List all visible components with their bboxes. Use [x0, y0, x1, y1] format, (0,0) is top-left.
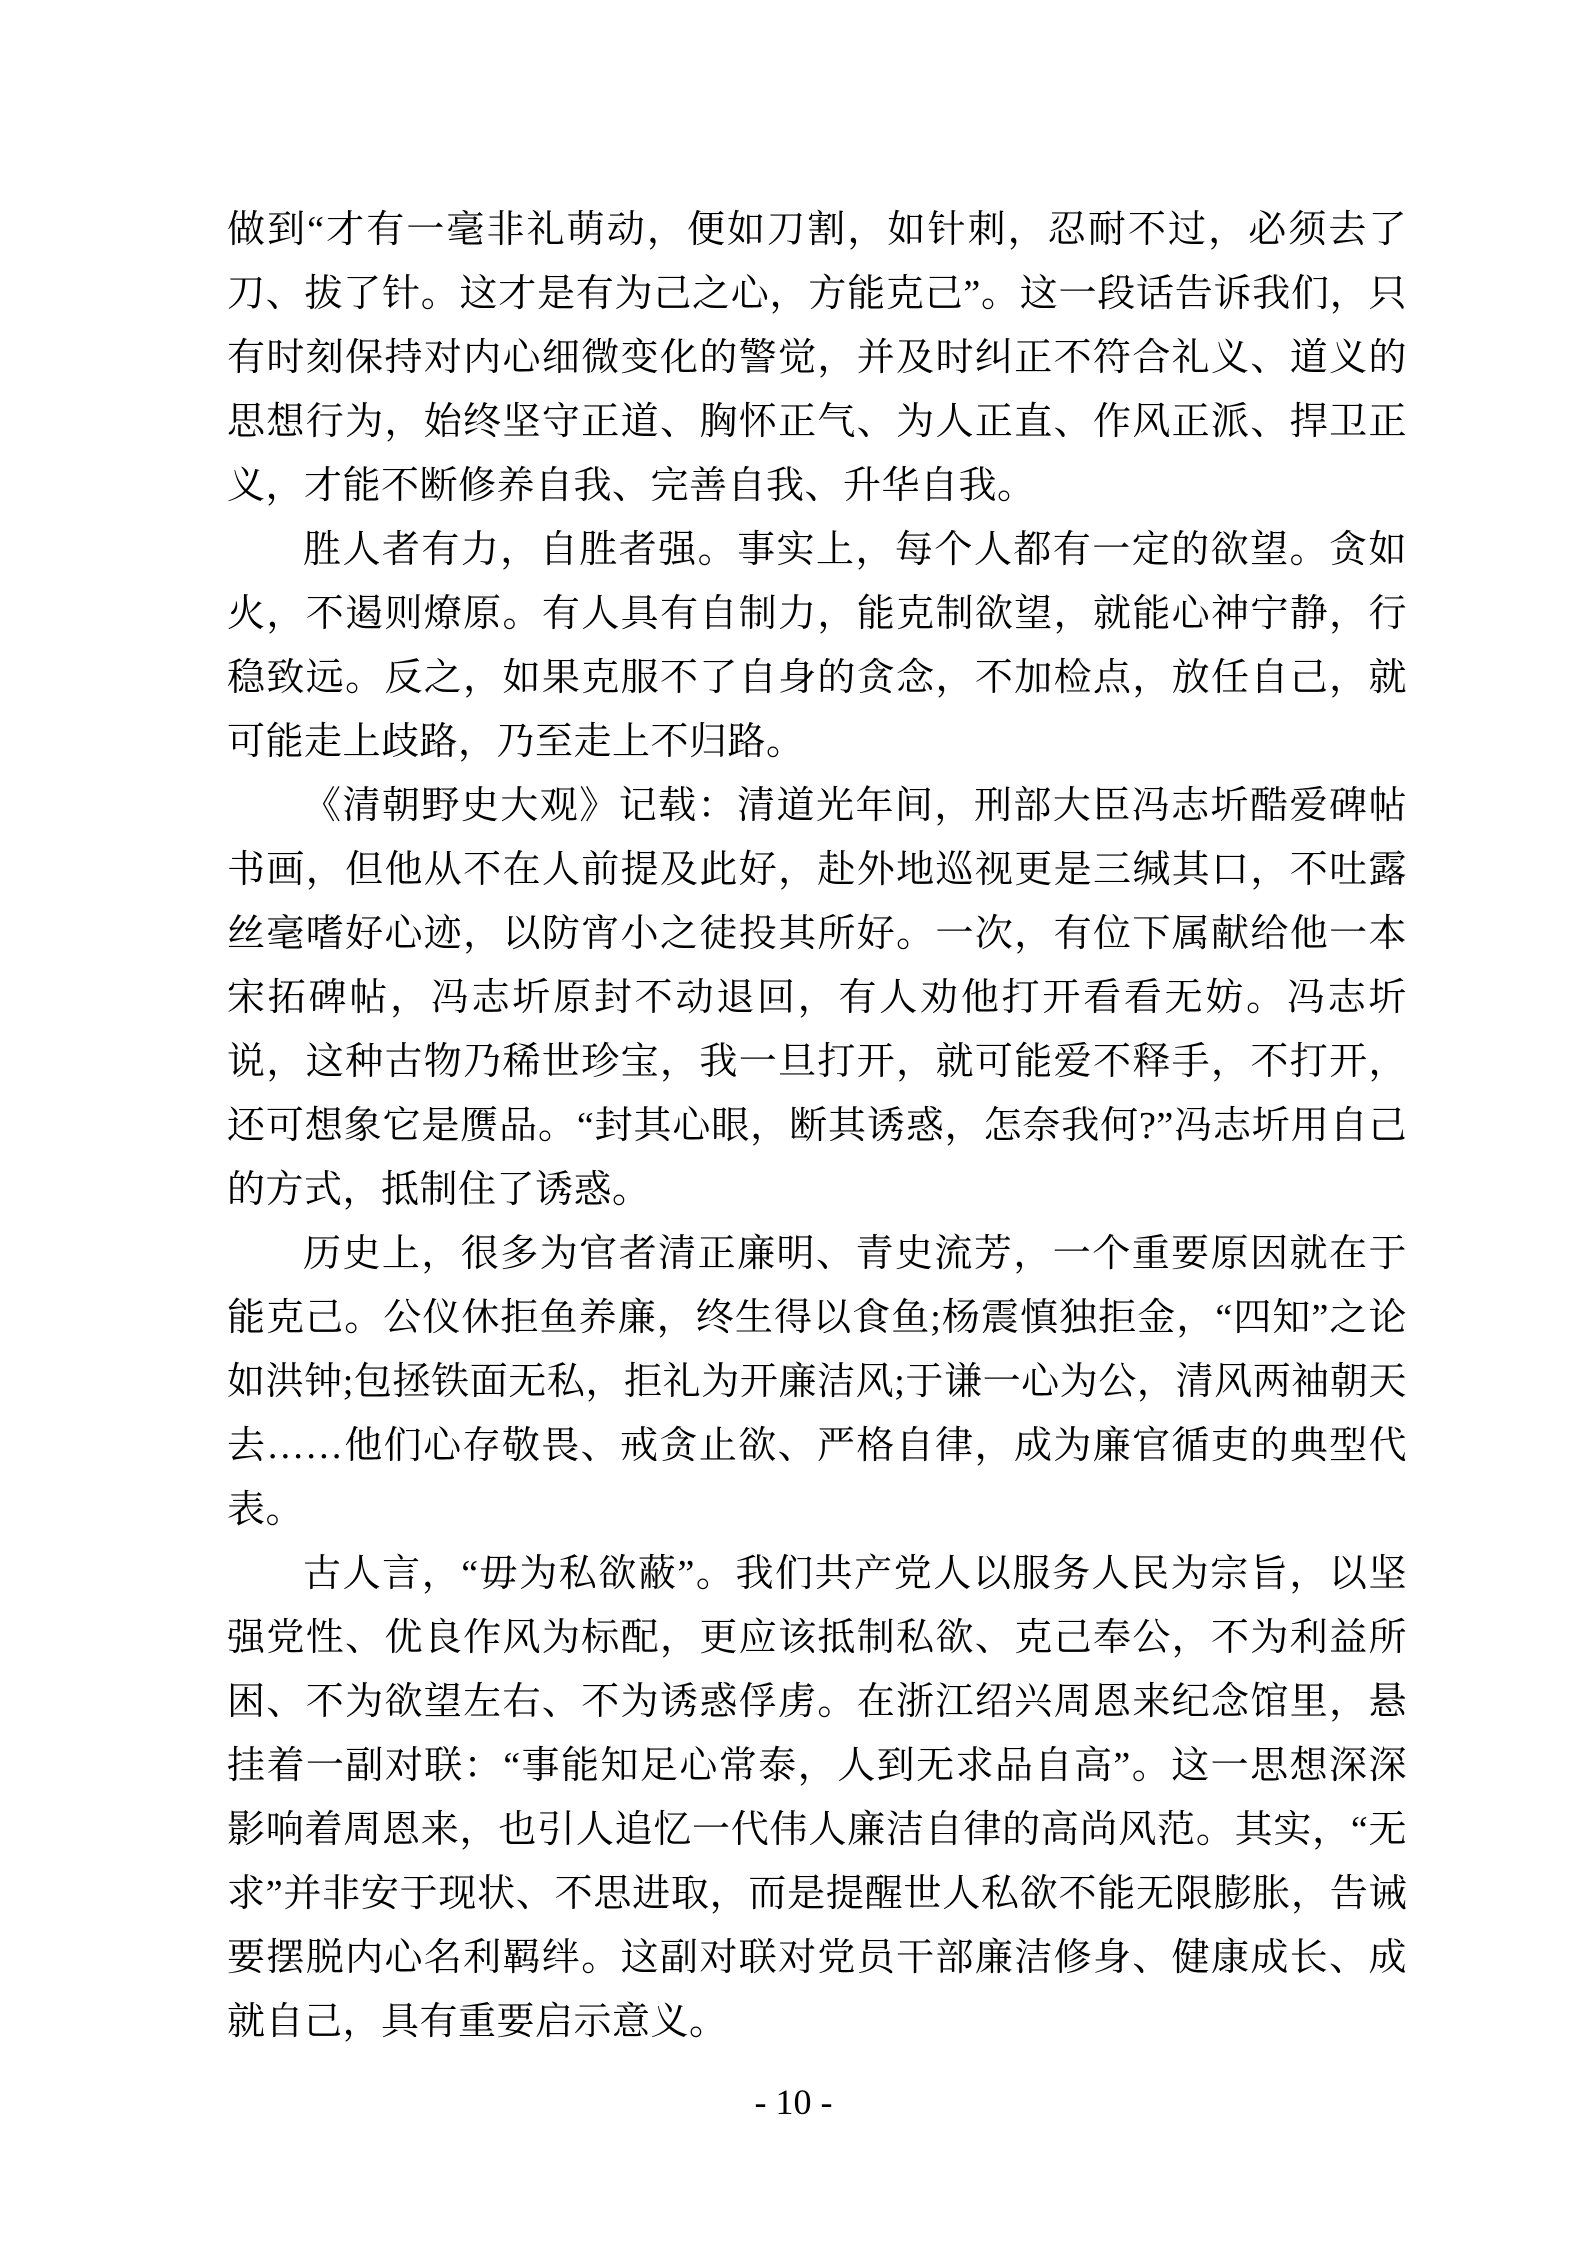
page-number: - 10 - [754, 2082, 833, 2122]
paragraph-3: 《清朝野史大观》记载：清道光年间，刑部大臣冯志圻酷爱碑帖书画，但他从不在人前提及此好，赴外地巡视更是三缄其口，不吐露丝毫嗜好心迹，以防宵小之徒投其所好。一次，有位下属献给他一本宋拓碑帖，冯志圻原封不动退回，有人劝他打开看看无妨。冯志圻说，这种古物乃稀世珍宝，我一旦打开，就可能爱不释手，不打开，还可想象它是赝品。“封其心眼，断其诱惑，怎奈我何?”冯志圻用自己的方式，抵制住了诱惑。 [227, 785, 1407, 1211]
paragraph-2: 胜人者有力，自胜者强。事实上，每个人都有一定的欲望。贪如火，不遏则燎原。有人具有自制力，能克制欲望，就能心神宁静，行稳致远。反之，如果克服不了自身的贪念，不加检点，放任自己，就可能走上歧路，乃至走上不归路。 [227, 529, 1407, 763]
page-footer [0, 2080, 1587, 2124]
paragraph-5: 古人言，“毋为私欲蔽”。我们共产党人以服务人民为宗旨，以坚强党性、优良作风为标配，更应该抵制私欲、克己奉公，不为利益所困、不为欲望左右、不为诱惑俘虏。在浙江绍兴周恩来纪念馆里，悬挂着一副对联：“事能知足心常泰，人到无求品自高”。这一思想深深影响着周恩来，也引人追忆一代伟人廉洁自律的高尚风范。其实，“无求”并非安于现状、不思进取，而是提醒世人私欲不能无限膨胀，告诫要摆脱内心名利羁绊。这副对联对党员干部廉洁修身、健康成长、成就自己，具有重要启示意义。 [227, 1553, 1407, 2043]
paragraph-1: 做到“才有一毫非礼萌动，便如刀割，如针刺，忍耐不过，必须去了刀、拔了针。这才是有为己之心，方能克己”。这一段话告诉我们，只有时刻保持对内心细微变化的警觉，并及时纠正不符合礼义、道义的思想行为，始终坚守正道、胸怀正气、为人正直、作风正派、捍卫正义，才能不断修养自我、完善自我、升华自我。 [227, 209, 1407, 507]
body-text [227, 198, 1407, 2054]
paragraph-4: 历史上，很多为官者清正廉明、青史流芳，一个重要原因就在于能克己。公仪休拒鱼养廉，终生得以食鱼;杨震慎独拒金，“四知”之论如洪钟;包拯铁面无私，拒礼为开廉洁风;于谦一心为公，清风两袖朝天去……他们心存敬畏、戒贪止欲、严格自律，成为廉官循吏的典型代表。 [227, 1233, 1407, 1531]
